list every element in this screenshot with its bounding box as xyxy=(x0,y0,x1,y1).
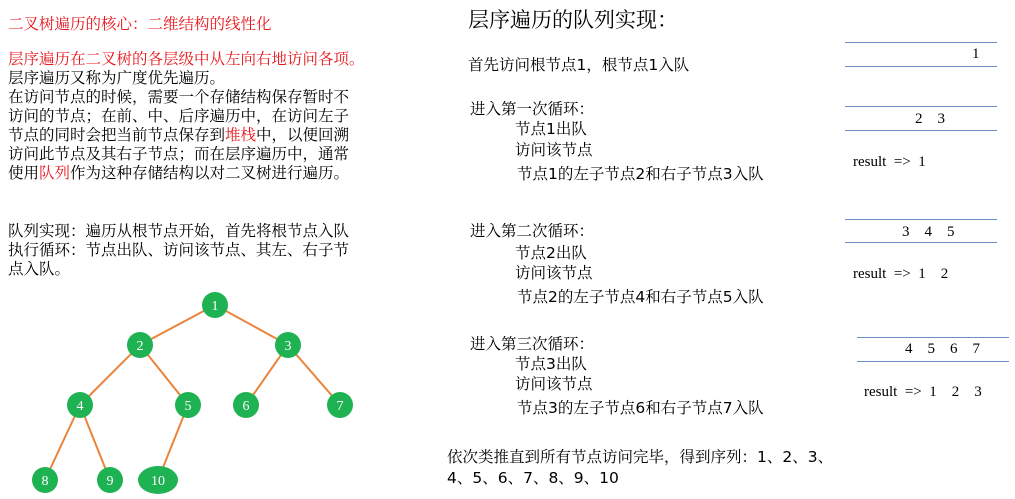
left-title: 二叉树遍历的核心：二维结构的线性化 xyxy=(8,15,272,33)
intro-line-4: 访问的节点；在前、中、后序遍历中，在访问左子 xyxy=(8,107,350,125)
conclusion-line-2: 4、5、6、7、8、9、10 xyxy=(447,469,619,487)
tree-node-1-label: 1 xyxy=(211,299,219,314)
tree-nodes xyxy=(32,292,353,494)
step0-text: 首先访问根节点1，根节点1入队 xyxy=(468,56,690,74)
loop1-dequeue: 节点1出队 xyxy=(515,120,587,138)
queue1-top-line xyxy=(845,106,997,107)
tree-node-5-label: 5 xyxy=(184,399,192,414)
tree-node-2-label: 2 xyxy=(136,339,144,354)
loop3-dequeue: 节点3出队 xyxy=(515,355,587,373)
loop1-header: 进入第一次循环： xyxy=(470,100,595,118)
loop2-header: 进入第二次循环： xyxy=(470,222,595,240)
loop1-result: result => 1 xyxy=(853,154,926,170)
tree-edges xyxy=(45,305,340,480)
loop2-visit: 访问该节点 xyxy=(515,264,593,282)
queue0-contents: 1 xyxy=(972,46,980,62)
intro-line-6: 访问此节点及其右子节点；而在层序遍历中，通常 xyxy=(8,145,350,163)
tree-node-6-label: 6 xyxy=(242,399,250,414)
queue0-top-line xyxy=(845,42,997,43)
queue2-top-line xyxy=(845,219,997,220)
tree-node-7-label: 7 xyxy=(336,399,344,414)
queue3-top-line xyxy=(857,337,1009,338)
intro-line-7c: 作为这种存储结构以对二叉树进行遍历。 xyxy=(70,164,350,182)
tree-node-8-label: 8 xyxy=(41,474,49,489)
loop3-visit: 访问该节点 xyxy=(515,375,593,393)
queue2-contents: 3 4 5 xyxy=(902,224,955,240)
intro-line-7a: 使用 xyxy=(8,164,40,182)
right-title: 层序遍历的队列实现： xyxy=(468,8,678,32)
loop3-enqueue: 节点3的左子节点6和右子节点7入队 xyxy=(517,399,764,417)
loop3-header: 进入第三次循环： xyxy=(470,335,595,353)
tree-node-3-label: 3 xyxy=(284,339,292,354)
loop1-enqueue: 节点1的左子节点2和右子节点3入队 xyxy=(517,165,764,183)
binary-tree-diagram xyxy=(0,0,420,499)
impl-line-3: 点入队。 xyxy=(8,260,71,278)
queue2-bottom-line xyxy=(845,242,997,243)
intro-line-5a: 节点的同时会把当前节点保存到 xyxy=(8,126,226,144)
tree-node-9-label: 9 xyxy=(106,474,114,489)
loop1-visit: 访问该节点 xyxy=(515,141,593,159)
intro-line-5c: 中，以便回溯 xyxy=(256,126,350,144)
queue3-contents: 4 5 6 7 xyxy=(905,341,980,357)
queue1-bottom-line xyxy=(845,130,997,131)
impl-line-1: 队列实现：遍历从根节点开始，首先将根节点入队 xyxy=(8,222,350,240)
conclusion-line-1: 依次类推直到所有节点访问完毕，得到序列：1、2、3、 xyxy=(447,448,834,466)
tree-node-4-label: 4 xyxy=(76,399,84,414)
stack-keyword: 堆栈 xyxy=(225,126,257,144)
queue0-bottom-line xyxy=(845,66,997,67)
impl-line-2: 执行循环：节点出队、访问该节点、其左、右子节 xyxy=(8,241,350,259)
loop3-result: result => 1 2 3 xyxy=(864,384,982,400)
queue-keyword: 队列 xyxy=(39,164,71,182)
intro-line-2: 层序遍历又称为广度优先遍历。 xyxy=(8,69,226,87)
intro-line-1: 层序遍历在二叉树的各层级中从左向右地访问各项。 xyxy=(8,50,365,68)
loop2-dequeue: 节点2出队 xyxy=(515,244,587,262)
tree-node-10-label: 10 xyxy=(151,474,165,489)
loop2-result: result => 1 2 xyxy=(853,266,949,282)
queue1-contents: 2 3 xyxy=(915,111,945,127)
intro-line-3: 在访问节点的时候，需要一个存储结构保存暂时不 xyxy=(8,88,350,106)
queue3-bottom-line xyxy=(857,361,1009,362)
loop2-enqueue: 节点2的左子节点4和右子节点5入队 xyxy=(517,288,764,306)
